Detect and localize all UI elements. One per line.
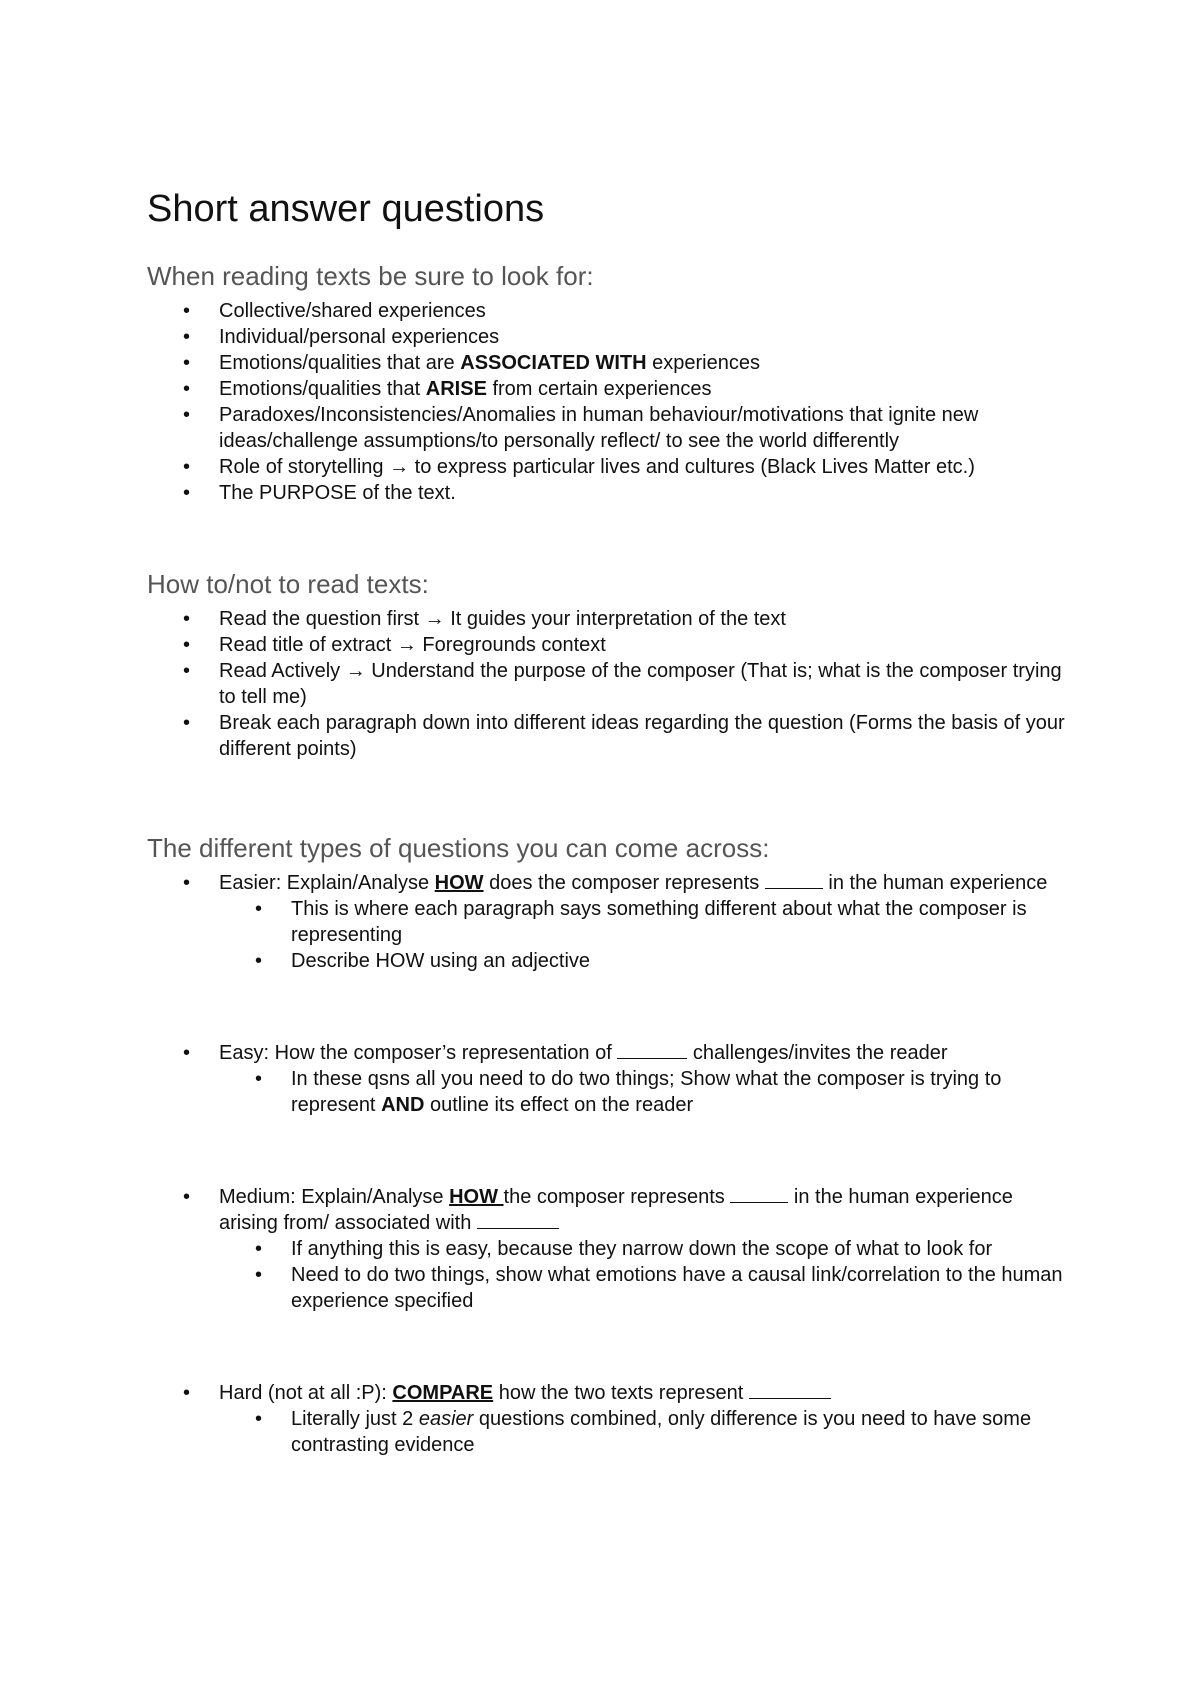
answer-blank: [730, 1184, 788, 1203]
list-item: • Collective/shared experiences: [147, 298, 1077, 324]
sub-list-item: • In these qsns all you need to do two things; Show what the composer is trying to represent AND outline its effect on the reader: [219, 1066, 1077, 1118]
list-item: • The PURPOSE of the text.: [147, 480, 1077, 506]
answer-blank: [477, 1210, 559, 1229]
list-item: • Break each paragraph down into different ideas regarding the question (Forms the basis of your different points): [147, 710, 1077, 762]
sub-list-item: • If anything this is easy, because they narrow down the scope of what to look for: [219, 1236, 1077, 1262]
list-item: • Paradoxes/Inconsistencies/Anomalies in human behaviour/motivations that ignite new ideas/challenge assumptions/to personally reflect/ to see the world differently: [147, 402, 1077, 454]
list-item: • Individual/personal experiences: [147, 324, 1077, 350]
question-type-medium: • Medium: Explain/Analyse HOW the composer represents in the human experience arising from/ associated with • If anything this is easy, because they narrow down the scope of what to look for • Need to do two things, show what emotions have a causal link/correlation to the human experience specified: [147, 1184, 1077, 1314]
answer-blank: [749, 1380, 831, 1399]
document-title: Short answer questions: [147, 188, 545, 230]
document-content: [147, 186, 1077, 1458]
list-item: • Role of storytelling → to express particular lives and cultures (Black Lives Matter etc.): [147, 454, 1077, 480]
sub-list: [219, 896, 1077, 974]
question-types-list: [147, 870, 1077, 1458]
section-heading-how-to-read: How to/not to read texts:: [147, 569, 429, 599]
sub-list: [219, 1236, 1077, 1314]
sub-list-item: • Literally just 2 easier questions combined, only difference is you need to have some contrasting evidence: [219, 1406, 1077, 1458]
sub-list-item: • This is where each paragraph says something different about what the composer is representing: [219, 896, 1077, 948]
section-heading-question-types: The different types of questions you can come across:: [147, 833, 770, 863]
list-item: • Emotions/qualities that ARISE from certain experiences: [147, 376, 1077, 402]
sub-list-item: • Need to do two things, show what emotions have a causal link/correlation to the human experience specified: [219, 1262, 1077, 1314]
list-item: • Emotions/qualities that are ASSOCIATED WITH experiences: [147, 350, 1077, 376]
list-item: • Read title of extract → Foregrounds context: [147, 632, 1077, 658]
look-for-list: [147, 298, 1077, 506]
section-heading-look-for: When reading texts be sure to look for:: [147, 261, 594, 291]
question-type-easy: • Easy: How the composer’s representation of challenges/invites the reader • In these qsns all you need to do two things; Show what the composer is trying to represent AND outline its effect on the reader: [147, 1040, 1077, 1118]
answer-blank: [765, 870, 823, 889]
answer-blank: [617, 1040, 687, 1059]
sub-list: [219, 1066, 1077, 1118]
list-item: • Read Actively → Understand the purpose of the composer (That is; what is the composer trying to tell me): [147, 658, 1077, 710]
question-type-easier: • Easier: Explain/Analyse HOW does the composer represents in the human experience • This is where each paragraph says something different about what the composer is representing • Describe HOW using an adjective: [147, 870, 1077, 974]
question-type-hard: • Hard (not at all :P): COMPARE how the two texts represent • Literally just 2 easier questions combined, only difference is you need to have some contrasting evidence: [147, 1380, 1077, 1458]
sub-list-item: • Describe HOW using an adjective: [219, 948, 1077, 974]
sub-list: [219, 1406, 1077, 1458]
how-to-read-list: [147, 606, 1077, 762]
list-item: • Read the question first → It guides your interpretation of the text: [147, 606, 1077, 632]
